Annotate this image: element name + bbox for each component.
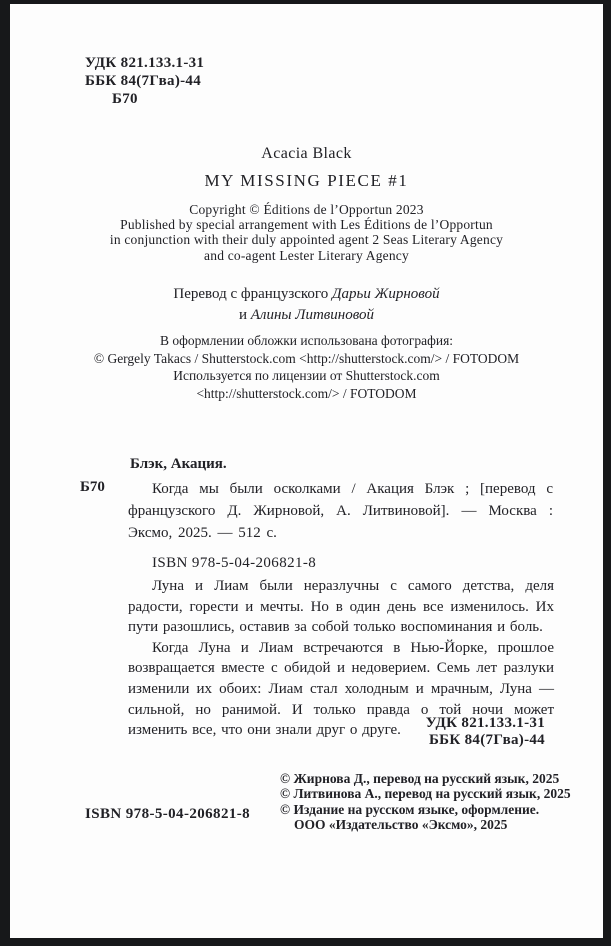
- original-title: MY MISSING PIECE #1: [204, 171, 409, 190]
- copyright-line: and co-agent Lester Literary Agency: [204, 247, 409, 263]
- udk-code-bottom: УДК 821.133.1-31: [425, 715, 545, 731]
- copyright-line: in conjunction with their duly appointed agent 2 Seas Literary Agency: [109, 232, 504, 248]
- copyright-notice-line: © Литвинова А., перевод на русский язык, 2025: [280, 786, 571, 802]
- card-isbn: ISBN 978-5-04-206821-8: [152, 555, 317, 571]
- book-imprint-page: [10, 4, 603, 938]
- annotation-paragraph: Луна и Лиам были неразлучны с самого детства, деля радости, горести и мечты. Но в один день все изменилось. Их пути разошлись, оставив за собой только воспоминания и боль.: [128, 578, 554, 636]
- publisher-line: ООО «Издательство «Эксмо», 2025: [294, 816, 508, 832]
- translation-text: и: [238, 307, 251, 323]
- udk-code-top: УДК 821.133.1-31: [85, 55, 205, 71]
- bottom-isbn: ISBN 978-5-04-206821-8: [85, 806, 251, 822]
- card-body: [80, 478, 553, 544]
- copyright-line: Published by special arrangement with Les Éditions de l’Opportun: [120, 217, 493, 233]
- photo-credit-line: <http://shutterstock.com/> / FOTODOM: [196, 385, 417, 401]
- bottom-bibliographic-codes: [426, 715, 545, 749]
- bbk-code-top: ББК 84(7Гва)-44: [85, 73, 202, 89]
- copyright-notice-line: © Издание на русском языке, оформление.: [280, 801, 540, 817]
- original-author: Acacia Black: [261, 145, 352, 162]
- translation-line: [10, 305, 603, 326]
- copyright-line: Copyright © Éditions de l’Opportun 2023: [189, 202, 424, 217]
- translator-name: Алины Литвиновой: [250, 307, 375, 323]
- translation-line: [10, 284, 603, 305]
- copyright-notice-line: © Жирнова Д., перевод на русский язык, 2025: [280, 771, 560, 786]
- annotation-paragraph: Когда Луна и Лиам встречаются в Нью-Йорке, прошлое возвращается вместе с обидой и недоверием. Семь лет разлуки изменили их обоих: Лиам стал холодным и мрачным, Луна — сильной, но ранимой. И только правда о той ночи может изменить все, что они знали друг о друге.: [128, 639, 554, 739]
- translation-text: Перевод с французского: [173, 286, 332, 302]
- photo-credit-line: Используется по лицензии от Shutterstock.com: [173, 368, 440, 384]
- translator-name: Дарьи Жирновой: [331, 286, 440, 302]
- author-sign-code-card: Б70: [80, 479, 105, 495]
- bbk-code-bottom: ББК 84(7Гва)-44: [428, 732, 545, 748]
- catalogue-card: [80, 456, 553, 572]
- card-description: Когда мы были осколками / Акация Блэк ; [перевод с французского Д. Жирновой, А. Литвиновой]. — Москва : Эксмо, 2025. — 512 с.: [128, 481, 553, 541]
- cover-photo-credit: [10, 332, 603, 402]
- author-sign-code-top: Б70: [112, 91, 138, 107]
- photo-credit-line: В оформлении обложки использована фотография:: [159, 333, 454, 348]
- top-bibliographic-codes: [85, 54, 204, 108]
- translation-credit: [10, 284, 603, 326]
- copyright-notices: [280, 771, 571, 832]
- photo-credit-line: © Gergely Takacs / Shutterstock.com <http://shutterstock.com/> / FOTODOM: [93, 350, 520, 366]
- copyright-arrangement-block: [10, 202, 603, 263]
- card-author-heading: Блэк, Акация.: [130, 456, 227, 472]
